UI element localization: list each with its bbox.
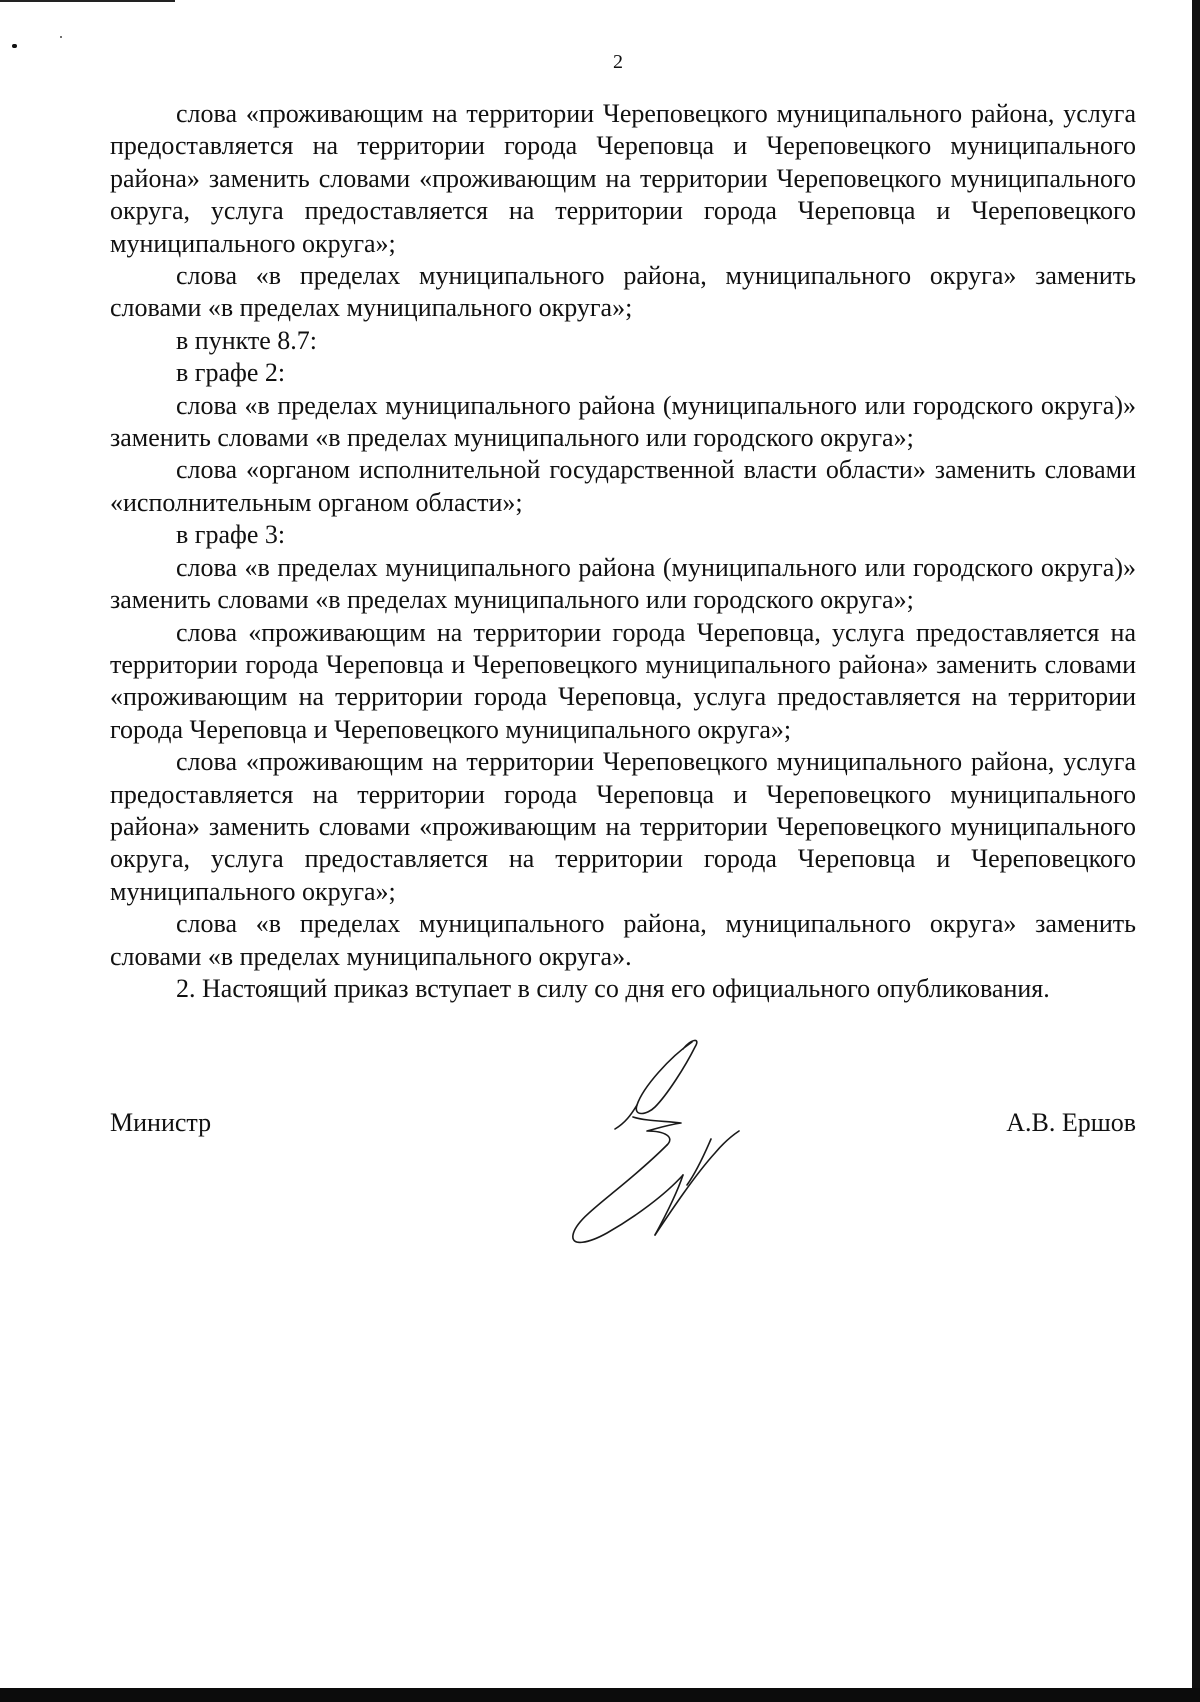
signatory-name: А.В. Ершов	[1006, 1108, 1136, 1137]
paragraph: 2. Настоящий приказ вступает в силу со дня его официального опубликования.	[176, 973, 1050, 1003]
paragraph: слова «в пределах муниципального района, муниципального округа» заменить словами «в пределах муниципального округа».	[110, 909, 1136, 971]
scan-artifact-right-edge	[1192, 0, 1200, 1702]
paragraph: в графе 2:	[176, 358, 286, 388]
paragraph: в пункте 8.7:	[176, 325, 318, 355]
scan-artifact-bottom-edge	[0, 1688, 1200, 1702]
document-body	[110, 98, 1136, 1005]
paragraph: слова «в пределах муниципального района (муниципального или городского округа)» заменить словами «в пределах муниципального или городского округа»;	[110, 552, 1136, 615]
paragraph: в графе 3:	[176, 520, 286, 550]
paragraph: слова «в пределах муниципального района, муниципального округа» заменить словами «в пределах муниципального округа»;	[110, 261, 1136, 323]
scan-artifact-dot	[12, 44, 17, 48]
paragraph: слова «проживающим на территории Череповецкого муниципального района, услуга предоставляется на территории города Череповца и Череповецкого муниципального района» заменить словами «проживающим на территории Череповецкого муниципального округа, услуга предоставляется на территории города Череповца и Череповецкого муниципального округа»;	[110, 747, 1136, 906]
page-number: 2	[613, 51, 623, 73]
paragraph: слова «проживающим на территории города Череповца, услуга предоставляется на территории города Череповца и Череповецкого муниципального района» заменить словами «проживающим на территории города Череповца, услуга предоставляется на территории города Череповца и Череповецкого муниципального округа»;	[110, 617, 1136, 744]
scan-artifact-top-line	[0, 0, 175, 2]
paragraph: слова «органом исполнительной государственной власти области» заменить словами «исполнительным органом области»;	[110, 455, 1136, 517]
paragraph: слова «проживающим на территории Череповецкого муниципального района, услуга предоставляется на территории города Череповца и Череповецкого муниципального района» заменить словами «проживающим на территории Череповецкого муниципального округа, услуга предоставляется на территории города Череповца и Череповецкого муниципального округа»;	[110, 99, 1136, 258]
scan-artifact-dot	[60, 36, 62, 38]
paragraph: слова «в пределах муниципального района (муниципального или городского округа)» заменить словами «в пределах муниципального или городского округа»;	[110, 390, 1136, 453]
signature-block	[110, 1108, 1136, 1148]
signatory-title: Министр	[110, 1108, 212, 1137]
